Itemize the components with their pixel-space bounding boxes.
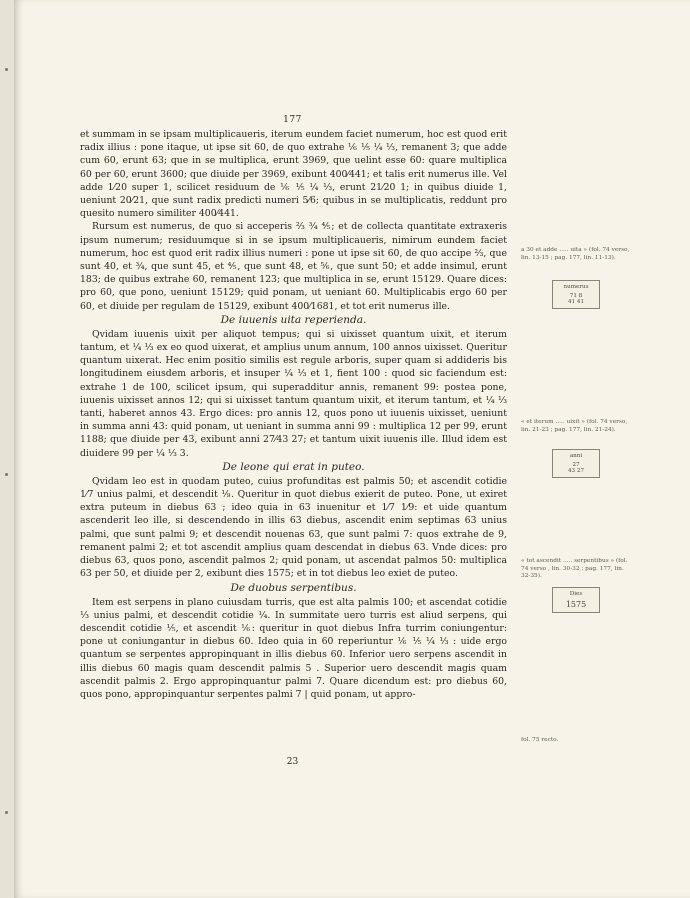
paragraph: Rursum est numerus, de quo si acceperis ⅔ ¾ ⅘; et de collecta quantitate extraxeris ipsum numerum; residuumque si in se ipsum multiplicaueris, nimirum eundem faciet numerum, hoc est quod erit radix illius numeri : pone ut ipse sit 60, de quo accipe ⅔, que sunt 40, et ¾, que sunt 45, et ⅘, que sunt 48, et ⅚, que sunt 50; et adde insimul, erunt 183; de quibus extrahe 60, remanent 123; que multiplica in se, erunt 15129. Quare dices: pro 60, que pono, ueniunt 15129; quid ponam, ut ueniant 60. Multiplicabis ergo 60 per 60, et diuide per regulam de 15129, exibunt 400⁄1681, et tot erit numerus ille. xyxy=(80,221,507,312)
margin-box-value: 43 27 xyxy=(567,468,584,474)
paragraph: et summam in se ipsam multiplicaueris, iterum eundem faciet numerum, hoc est quod erit radix illius : pone itaque, ut ipse sit 60, de quo extrahe ⅙ ⅕ ¼ ⅓, remanent 3; que adde cum 60, erunt 63; que in se multiplica, erunt 3969, que uelint esse 60: quare multiplica 60 per 60, erunt 3600; que diuide per 3969, exibunt 400⁄441; et talis erit numerus ille. Vel adde 1⁄20 super 1, scilicet residuum de ⅙ ⅕ ¼ ⅓, erunt 21⁄20 1; in quibus diuide 1, ueniunt 20⁄21, que sunt radix predicti numeri 5⁄6; quibus in se multiplicatis, reddunt pro quesito numero similiter 400⁄441. xyxy=(80,129,507,220)
section-heading: De leone qui erat in puteo. xyxy=(222,460,365,473)
document-body xyxy=(80,128,507,701)
margin-box-value: 71 8 xyxy=(569,293,583,299)
margin-note: « et iterum ..... uixit » (fol. 74 verso, lin. 21-23 ; pag. 177, lin. 21-24). xyxy=(521,419,628,433)
margin-note: a 30 et adde ..... uita » (fol. 74 verso, lin. 13-15 ; pag. 177, lin. 11-13). xyxy=(521,247,630,261)
margin-note: « tot ascendit ..... serpentibus » (fol. 74 verso , lin. 30-32 ; pag. 177, lin. 32-35). xyxy=(521,558,628,579)
binding-mark xyxy=(5,68,8,71)
signature-mark: 23 xyxy=(286,757,299,767)
margin-note: fol. 75 recto. xyxy=(521,737,559,743)
paragraph: Qvidam iuuenis uixit per aliquot tempus; qui si uixisset quantum uixit, et iterum tantum, et ¼ ⅓ ex eo quod uixerat, et amplius unum annum, 100 annos uixisset. Queritur quantum uixerat. Hec enim positio similis est regule arboris, super quam si addideris bis longitudinem eiusdem arboris, et insuper ¼ ⅓ et 1, fient 100 : quod sic faciendum est: extrahe 1 de 100, scilicet ipsum, qui superadditur annis, remanent 99: postea pone, iuuenis uixisset annos 12; qui si uixisset tantum quantum uixit, et iterum tantum, et ¼ ⅓ tanti, haberet annos 43. Ergo dices: pro annis 12, quos pono ut iuuenis uixisset, ueniunt in summa anni 43: quid ponam, ut ueniant in summa anni 99 : multiplica 12 per 99, erunt 1188; que diuide per 43, exibunt anni 27⁄43 27; et tantum uixit iuuenis ille. Illud idem est diuidere 99 per ¼ ⅓ 3. xyxy=(80,328,507,459)
page-number: 177 xyxy=(283,115,302,125)
margin-box-label: anni xyxy=(569,453,583,459)
section-heading: De duobus serpentibus. xyxy=(230,581,357,594)
margin-note-box xyxy=(552,449,600,478)
margin-box-label: Dies xyxy=(569,591,583,597)
margin-note-box xyxy=(552,280,600,309)
margin-box-value: 41 41 xyxy=(567,299,584,305)
document-page xyxy=(14,0,690,898)
margin-box-value: 1575 xyxy=(565,600,587,609)
paragraph: Item est serpens in plano cuiusdam turris, que est alta palmis 100; et ascendat cotidie ⅓ unius palmi, et descendit cotidie ¼. In summitate uero turris est aliud serpens, qui descendit cotidie ⅕, et ascendit ⅙: queritur in quot diebus Infra turrim coniungentur: pone ut coniungantur in diebus 60. Ideo quia in 60 reperiuntur ⅙ ⅕ ¼ ⅓ : uide ergo quantum se serpentes appropinquant in illis diebus 60. Inferior uero serpens ascendit in illis diebus 60 magis quam descendit palmis 5 . Superior uero descendit magis quam ascendit palmis 2. Ergo appropinquantur palmi 7. Quare dicendum est: pro diebus 60, quos pono, appropinquantur serpentes palmi 7 | quid ponam, ut appro- xyxy=(80,596,507,700)
binding-mark xyxy=(5,473,8,476)
paragraph: Qvidam leo est in quodam puteo, cuius profunditas est palmis 50; et ascendit cotidie 1⁄7 unius palmi, et descendit ⅑. Queritur in quot diebus exierit de puteo. Pone, ut exiret extra puteum in diebus 63 ; ideo quia in 63 inuenitur et 1⁄7 1⁄9: et uide quantum ascenderit leo ille, si descendendo in illis 63 diebus, ascendit enim septimas 63 unius palmi, que sunt palmi 9; et descendit nouenas 63, que sunt palmi 7: quos extrahe de 9, remanent palmi 2; et tot ascendit amplius quam descendat in diebus 63. Vnde dices: pro diebus 63, quos pono, ascendit palmos 2; quid ponam, ut ascendat palmos 50: multiplica 63 per 50, et diuide per 2, exibunt dies 1575; et in tot diebus leo exiet de puteo. xyxy=(80,475,507,580)
margin-box-value: 27 xyxy=(572,462,580,468)
section-heading: De iuuenis uita reperienda. xyxy=(220,313,367,326)
binding-mark xyxy=(5,811,8,814)
margin-box-label: numerus xyxy=(563,284,589,290)
margin-note-box xyxy=(552,587,600,613)
